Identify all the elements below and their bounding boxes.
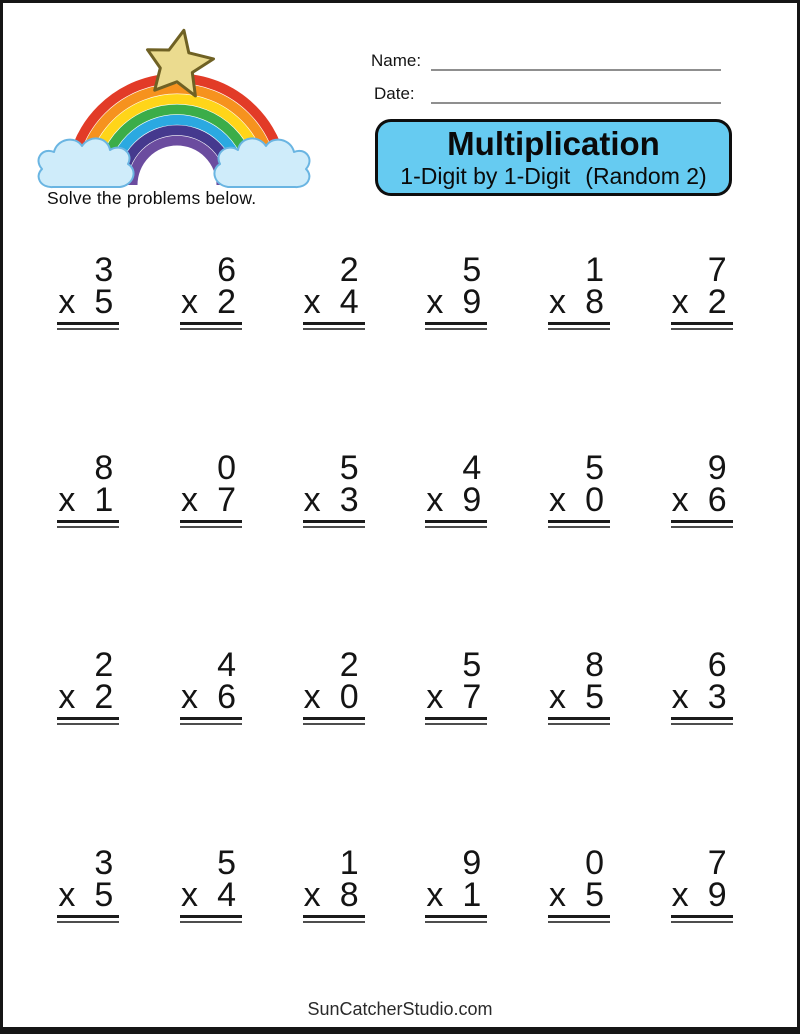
multiply-operator: x (180, 283, 198, 321)
answer-line (57, 717, 119, 720)
multiplication-problem (425, 251, 487, 330)
multiply-operator: x (303, 283, 321, 321)
problem-cell (27, 448, 150, 651)
multiplier: 6 (217, 678, 236, 716)
multiplicand: 5 (585, 448, 604, 487)
problems-grid (27, 251, 763, 1034)
multiplication-problem (180, 251, 242, 330)
multiplier: 9 (462, 283, 482, 321)
problem-cell (395, 251, 518, 453)
problem-cell (395, 448, 518, 651)
multiplicand: 1 (585, 251, 604, 289)
answer-line (548, 322, 610, 325)
multiplicand: 2 (94, 646, 114, 684)
problem-cell (27, 646, 150, 848)
answer-line (57, 915, 119, 918)
multiplicand: 2 (339, 251, 359, 289)
multiplicand: 5 (462, 251, 482, 289)
multiplication-problem (57, 843, 119, 923)
multiplicand: 8 (94, 448, 114, 487)
answer-line-2 (425, 723, 487, 725)
answer-line (57, 520, 119, 523)
answer-line-2 (180, 723, 242, 725)
multiplication-problem (303, 646, 365, 725)
multiplicand: 9 (707, 448, 727, 487)
multiply-operator: x (671, 283, 689, 321)
problem-cell (395, 646, 518, 848)
answer-line (671, 520, 733, 523)
problem-cell (27, 251, 150, 453)
multiply-operator: x (58, 678, 76, 716)
multiplier: 8 (585, 283, 604, 321)
answer-line (180, 915, 242, 918)
answer-line (303, 717, 365, 720)
problem-cell (640, 251, 763, 453)
worksheet-title: Multiplication (447, 125, 660, 163)
multiplication-problem (303, 251, 365, 330)
answer-line-2 (57, 723, 119, 725)
multiplication-problem (57, 448, 119, 528)
answer-line-2 (180, 328, 242, 330)
answer-line (180, 520, 242, 523)
multiplicand: 3 (94, 843, 114, 882)
answer-line-2 (548, 526, 610, 528)
multiply-operator: x (671, 480, 689, 519)
rainbow-arc-violet (133, 141, 222, 185)
problem-cell (640, 646, 763, 848)
problem-cell (272, 646, 395, 848)
multiply-operator: x (671, 875, 689, 914)
answer-line-2 (57, 328, 119, 330)
answer-line (303, 520, 365, 523)
multiplier: 2 (94, 678, 114, 716)
multiplier: 8 (339, 875, 359, 914)
multiplication-problem (548, 448, 610, 528)
answer-line (425, 520, 487, 523)
multiplicand: 3 (94, 251, 114, 289)
footer-credit: SunCatcherStudio.com (307, 999, 493, 1019)
multiplier: 5 (585, 875, 604, 914)
name-blank-line (431, 69, 721, 71)
problem-cell (518, 251, 641, 453)
multiplicand: 8 (585, 646, 604, 684)
answer-line (671, 717, 733, 720)
multiply-operator: x (426, 875, 444, 914)
multiplicand: 5 (339, 448, 359, 487)
multiplication-problem (548, 843, 610, 923)
multiplicand: 5 (462, 646, 482, 684)
answer-line (671, 915, 733, 918)
multiplication-problem (180, 843, 242, 923)
problem-cell (640, 448, 763, 651)
answer-line-2 (671, 526, 733, 528)
multiplicand: 6 (217, 251, 236, 289)
date-label: Date: (374, 84, 415, 103)
problem-cell (272, 251, 395, 453)
multiplicand: 0 (585, 843, 604, 882)
multiplication-problem (425, 646, 487, 725)
multiplier: 1 (94, 480, 114, 519)
answer-line (671, 322, 733, 325)
multiplicand: 2 (339, 646, 359, 684)
answer-line-2 (548, 921, 610, 923)
multiplication-problem (57, 646, 119, 725)
multiplicand: 7 (707, 843, 727, 882)
problem-cell (150, 646, 273, 848)
answer-line-2 (303, 723, 365, 725)
multiply-operator: x (548, 875, 566, 914)
multiply-operator: x (548, 678, 566, 716)
answer-line-2 (180, 526, 242, 528)
multiplicand: 4 (462, 448, 482, 487)
problem-cell (150, 251, 273, 453)
multiplicand: 7 (707, 251, 727, 289)
multiplier: 5 (585, 678, 604, 716)
multiplier: 7 (462, 678, 482, 716)
multiplication-problem (180, 448, 242, 528)
worksheet-subtitle-note: (Random 2) (585, 162, 707, 189)
multiply-operator: x (548, 480, 566, 519)
multiply-operator: x (303, 875, 321, 914)
multiply-operator: x (58, 283, 76, 321)
answer-line (180, 717, 242, 720)
answer-line-2 (57, 526, 119, 528)
multiply-operator: x (426, 480, 444, 519)
instruction-text: Solve the problems below. (47, 188, 257, 208)
answer-line (548, 520, 610, 523)
multiplicand: 5 (217, 843, 236, 882)
answer-line (548, 915, 610, 918)
multiplier: 6 (707, 480, 727, 519)
multiplicand: 6 (707, 646, 727, 684)
multiplicand: 4 (217, 646, 236, 684)
multiplier: 2 (217, 283, 236, 321)
answer-line-2 (425, 526, 487, 528)
multiplication-problem (671, 251, 733, 330)
multiply-operator: x (303, 678, 321, 716)
multiplier: 2 (707, 283, 727, 321)
answer-line-2 (303, 328, 365, 330)
answer-line-2 (671, 328, 733, 330)
multiply-operator: x (303, 480, 321, 519)
answer-line-2 (303, 526, 365, 528)
multiplication-problem (548, 251, 610, 330)
multiplier: 1 (462, 875, 482, 914)
multiplication-problem (303, 843, 365, 923)
problem-cell (518, 646, 641, 848)
multiply-operator: x (180, 678, 198, 716)
multiplier: 0 (585, 480, 604, 519)
answer-line-2 (548, 723, 610, 725)
multiply-operator: x (548, 283, 566, 321)
multiplication-problem (57, 251, 119, 330)
answer-line (303, 322, 365, 325)
rainbow-svg (31, 23, 323, 213)
multiplication-problem (303, 448, 365, 528)
multiplication-problem (671, 448, 733, 528)
answer-line (303, 915, 365, 918)
answer-line-2 (180, 921, 242, 923)
multiplier: 3 (707, 678, 727, 716)
answer-line-2 (57, 921, 119, 923)
multiply-operator: x (671, 678, 689, 716)
multiplication-problem (425, 448, 487, 528)
rainbow-illustration (31, 23, 323, 213)
multiply-operator: x (180, 480, 198, 519)
multiply-operator: x (58, 875, 76, 914)
multiplication-problem (425, 843, 487, 923)
problem-cell (518, 448, 641, 651)
multiplication-problem (671, 843, 733, 923)
multiplier: 5 (94, 875, 114, 914)
answer-line (548, 717, 610, 720)
multiplier: 9 (707, 875, 727, 914)
multiplicand: 9 (462, 843, 482, 882)
multiplier: 5 (94, 283, 114, 321)
multiply-operator: x (426, 283, 444, 321)
answer-line (180, 322, 242, 325)
answer-line (425, 717, 487, 720)
answer-line-2 (425, 921, 487, 923)
answer-line-2 (548, 328, 610, 330)
answer-line-2 (303, 921, 365, 923)
answer-line-2 (671, 921, 733, 923)
name-label: Name: (371, 51, 422, 70)
worksheet-subtitle: 1-Digit by 1-Digit (400, 162, 571, 189)
multiplier: 9 (462, 480, 482, 519)
multiplier: 3 (339, 480, 359, 519)
answer-line (425, 915, 487, 918)
multiplication-problem (671, 646, 733, 725)
problem-cell (272, 448, 395, 651)
multiplier: 4 (217, 875, 236, 914)
multiplicand: 0 (217, 448, 236, 487)
multiplicand: 1 (339, 843, 359, 882)
multiply-operator: x (58, 480, 76, 519)
answer-line (57, 322, 119, 325)
answer-line (425, 322, 487, 325)
multiplier: 0 (339, 678, 359, 716)
multiply-operator: x (180, 875, 198, 914)
multiplier: 4 (339, 283, 359, 321)
answer-line-2 (671, 723, 733, 725)
multiplier: 7 (217, 480, 236, 519)
date-blank-line (431, 102, 721, 104)
multiplication-problem (548, 646, 610, 725)
multiply-operator: x (426, 678, 444, 716)
answer-line-2 (425, 328, 487, 330)
multiplication-problem (180, 646, 242, 725)
problem-cell (150, 448, 273, 651)
title-box (375, 119, 732, 196)
